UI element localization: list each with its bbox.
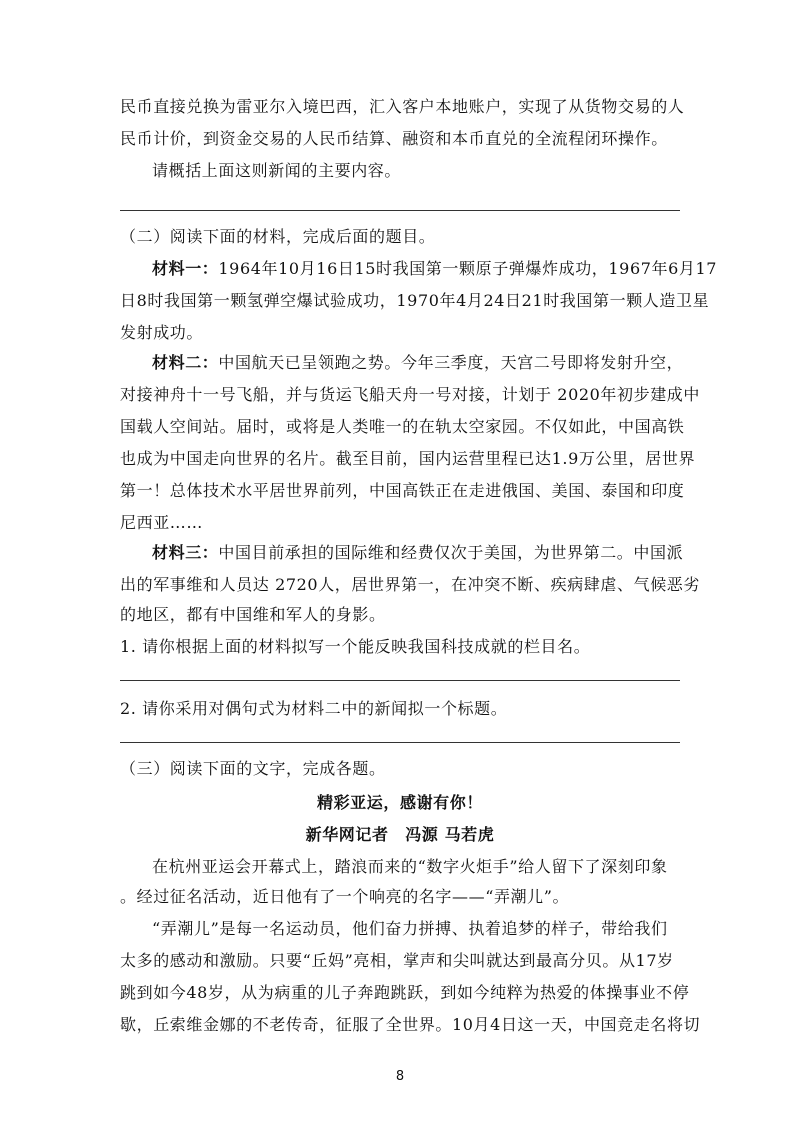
section-heading: （三）阅读下面的文字，完成各题。 [120,759,386,778]
material-3-line [120,542,684,564]
paragraph-line: 出的军事维和人员达 2720人，居世界第一，在冲突不断、疾病肆虐、气候恶劣 [120,575,701,594]
question-1: 1. 请你根据上面的材料拟写一个能反映我国科技成就的栏目名。 [120,637,591,656]
question-2: 2. 请你采用对偶句式为材料二中的新闻拟一个标题。 [120,699,508,718]
article-byline: 新华网记者 冯源 马若虎 [305,825,495,844]
paragraph-line: “弄潮儿”是每一名运动员，他们奋力拼搏、执着追梦的样子，带给我们 [152,919,668,938]
material-1-text: 1964年10月16日15时我国第一颗原子弹爆炸成功，1967年6月17 [218,259,718,278]
material-3-label: 材料三： [152,543,219,562]
paragraph-line: 对接神舟十一号飞船，并与货运飞船天舟一号对接，计划于 2020年初步建成中 [120,385,701,404]
paragraph-line: 民币计价，到资金交易的人民币结算、融资和本币直兑的全流程闭环操作。 [120,129,668,148]
paragraph-line: 日8时我国第一颗氢弹空爆试验成功，1970年4月24日21时我国第一颗人造卫星 [120,291,710,310]
material-3-text: 中国目前承担的国际维和经费仅次于美国，为世界第二。中国派 [218,543,684,562]
article-title: 精彩亚运，感谢有你！ [316,793,483,812]
paragraph-line: 太多的感动和激励。只要“丘妈”亮相，掌声和尖叫就达到最高分贝。从17岁 [120,951,674,970]
paragraph-line: 也成为中国走向世界的名片。截至目前，国内运营里程已达1.9万公里，居世界 [120,449,696,468]
answer-line [120,210,680,211]
paragraph-line: 跳到如今48岁，从为病重的儿子奔跑跳跃，到如今纯粹为热爱的体操事业不停 [120,983,690,1002]
section-heading: （二）阅读下面的材料，完成后面的题目。 [120,227,436,246]
material-1-label: 材料一： [152,259,219,278]
paragraph-line: 国载人空间站。届时，或将是人类唯一的在轨太空家园。不仅如此，中国高铁 [120,417,685,436]
material-2-label: 材料二： [152,353,219,372]
paragraph-line: 民币直接兑换为雷亚尔入境巴西，汇入客户本地账户，实现了从货物交易的人 [120,97,685,116]
material-2-text: 中国航天已呈领跑之势。今年三季度，天宫二号即将发射升空， [218,353,684,372]
question-text: 请概括上面这则新闻的主要内容。 [152,161,402,180]
answer-line-2[interactable] [120,742,680,743]
paragraph-line: 的地区，都有中国维和军人的身影。 [120,605,386,624]
page-number: 8 [395,1069,405,1084]
paragraph-line: 在杭州亚运会开幕式上，踏浪而来的“数字火炬手”给人留下了深刻印象 [152,857,668,876]
paragraph-line: 歇，丘索维金娜的不老传奇，征服了全世界。10月4日这一天，中国竞走名将切 [120,1015,701,1034]
paragraph-line: 。经过征名活动，近日他有了一个响亮的名字——“弄潮儿”。 [120,887,570,906]
material-2-line [120,352,684,374]
paragraph-line: 发射成功。 [120,323,204,342]
paragraph-line: 第一！总体技术水平居世界前列，中国高铁正在走进俄国、美国、泰国和印度 [120,481,685,500]
material-1-line [120,258,718,280]
paragraph-line: 尼西亚…… [120,513,204,532]
answer-line-1[interactable] [120,680,680,681]
